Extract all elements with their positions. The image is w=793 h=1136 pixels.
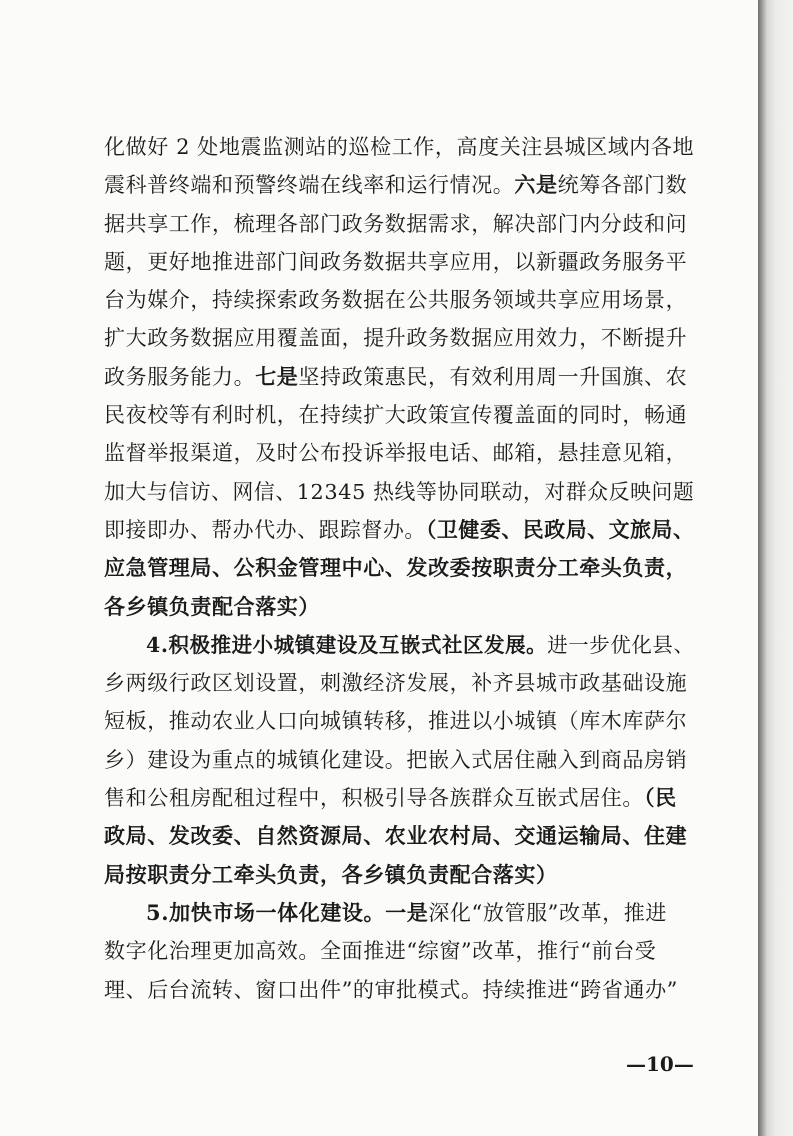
text-line [104,166,694,204]
text-segment: 理、后台流转、窗口出件”的审批模式。持续推进“跨省通办” [104,977,679,1002]
bold-text-segment: 一是 [385,899,429,925]
text-segment: 数字化治理更加高效。全面推进“综窗”改革，推行“前台受 [104,939,657,964]
text-segment: 据共享工作，梳理各部门政务数据需求，解决部门内分歧和问 [104,211,688,236]
bold-text-segment: 六是 [514,172,558,198]
bold-text-segment: 4.积极推进小城镇建设及互嵌式社区发展。 [146,632,548,657]
text-line [104,128,694,166]
text-line [104,817,694,855]
text-segment: 加大与信访、网信、12345 热线等协同联动，对群众反映问题 [104,479,695,504]
text-line [104,281,694,319]
text-line [104,741,694,779]
text-segment: 监督举报渠道，及时公布投诉举报电话、邮箱，悬挂意见箱， [104,441,688,466]
text-line [104,932,694,970]
bold-text-segment: 各乡镇负责配合落实） [104,593,320,619]
bold-text-segment: 局按职责分工牵头负责，各乡镇负责配合落实） [104,861,558,887]
text-line [104,358,694,396]
text-line [104,588,694,626]
text-line [104,664,694,702]
text-line [104,319,694,357]
text-segment: 深化“放管服”改革，推进 [428,900,667,925]
text-line [104,856,694,894]
text-segment: 进一步优化县、 [547,632,695,657]
text-segment: 乡）建设为重点的城镇化建设。把嵌入式居住融入到商品房销 [104,747,688,772]
text-line [104,894,694,932]
text-segment: 震科普终端和预警终端在线率和运行情况。 [104,173,515,198]
text-line [104,205,694,243]
text-line [104,971,694,1009]
text-segment: 台为媒介，持续探索政务数据在公共服务领域共享应用场景， [104,288,688,313]
text-segment: 乡两级行政区划设置，刺激经济发展，补齐县城市政基础设施 [104,671,688,696]
text-segment: 扩大政务数据应用覆盖面，提升政务数据应用效力，不断提升 [104,326,688,351]
text-line [104,626,694,664]
text-line [104,511,694,549]
bold-text-segment: 政局、发改委、自然资源局、农业农村局、交通运输局、住建 [104,823,688,849]
document-body [104,128,694,1009]
text-line [104,243,694,281]
page-number: —10— [626,1052,694,1076]
text-line [104,434,694,472]
text-segment: 短板，推动农业人口向城镇转移，推进以小城镇（库木库萨尔 [104,709,688,734]
bold-text-segment: 5.加快市场一体化建设。 [146,899,386,925]
bold-text-segment: 应急管理局、公积金管理中心、发改委按职责分工牵头负责， [104,555,688,581]
text-line [104,702,694,740]
bold-text-segment: （民 [644,785,677,811]
text-segment: 即接即办、帮办代办、跟踪督办。 [104,517,426,542]
text-segment: 政务服务能力。 [104,364,256,389]
bold-text-segment: （卫健委、民政局、文旅局、 [425,516,695,542]
text-line [104,549,694,587]
bold-text-segment: 七是 [255,363,299,389]
text-line [104,779,694,817]
scan-page-edge [758,0,793,1136]
text-line [104,396,694,434]
text-segment: 售和公租房配租过程中，积极引导各族群众互嵌式居住。 [104,786,644,811]
text-segment: 坚持政策惠民，有效利用周一升国旗、农 [298,364,688,389]
text-line [104,473,694,511]
text-segment: 民夜校等有利时机，在持续扩大政策宣传覆盖面的同时，畅通 [104,403,688,428]
text-segment: 统筹各部门数 [557,173,688,198]
text-segment: 化做好 2 处地震监测站的巡检工作，高度关注县城区域内各地 [104,135,695,159]
text-segment: 题，更好地推进部门间政务数据共享应用，以新疆政务服务平 [104,249,688,274]
